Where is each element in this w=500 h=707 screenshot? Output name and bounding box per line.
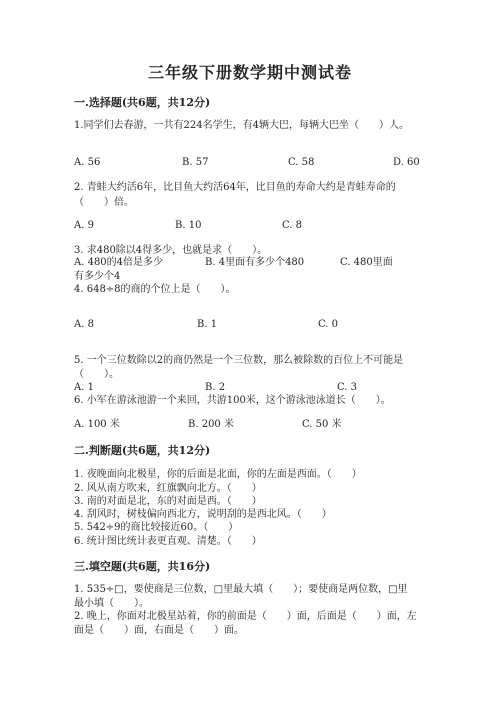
question-5-line-2: （ ）。 <box>74 369 119 380</box>
q6-option-c: C. 50 米 <box>302 419 342 430</box>
q3-option-c: C. 480里面 <box>340 257 393 268</box>
q4-option-a: A. 8 <box>74 319 94 330</box>
judge-6: 6. 统计图比统计表更直观、清楚。（ ） <box>74 536 262 547</box>
fill-1-line-2: 最小填（ ）。 <box>74 598 149 609</box>
judge-2: 2. 风从南方吹来，红旗飘向北方。（ ） <box>74 483 262 494</box>
q6-option-a: A. 100 米 <box>74 419 120 430</box>
question-3: 3. 求480除以4得多少，也就是求（ ）。 <box>74 245 268 256</box>
fill-2-line-2: 面是（ ）面，右面是（ ）面。 <box>74 625 244 636</box>
question-2-line-1: 2. 青蛙大约活6年，比目鱼大约活64年，比目鱼的寿命大约是青蛙寿命的 <box>74 182 396 193</box>
judge-4: 4. 刮风时，树枝偏向西北方，说明刮的是西北风。（ ） <box>74 509 332 520</box>
q1-option-d: D. 60 <box>393 157 420 168</box>
q6-option-b: B. 200 米 <box>188 419 234 430</box>
q2-option-b: B. 10 <box>175 220 202 231</box>
q5-option-c: C. 3 <box>337 382 358 393</box>
page-title: 三年级下册数学期中测试卷 <box>147 63 352 82</box>
judge-3: 3. 南的对面是北，东的对面是西。（ ） <box>74 496 262 507</box>
section-heading-judge: 二.判断题(共6题，共12分) <box>74 444 211 457</box>
q4-option-b: B. 1 <box>197 319 218 330</box>
section-heading-fill: 三.填空题(共6题，共16分) <box>74 560 211 573</box>
section-heading-choice: 一.选择题(共6题，共12分) <box>74 96 211 109</box>
judge-1: 1. 夜晚面向北极星，你的后面是北面，你的左面是西面。（ ） <box>74 469 362 480</box>
question-5-line-1: 5. 一个三位数除以2的商仍然是一个三位数，那么被除数的百位上不可能是 <box>74 355 404 366</box>
q3-option-c-continued: 有多少个4 <box>74 271 121 282</box>
q1-option-b: B. 57 <box>182 157 209 168</box>
q5-option-b: B. 2 <box>205 382 226 393</box>
q5-option-a: A. 1 <box>74 382 94 393</box>
q1-option-a: A. 56 <box>74 157 101 168</box>
fill-1-line-1: 1. 535÷□，要使商是三位数，□里最大填（ ）；要使商是两位数，□里 <box>74 584 408 595</box>
judge-5: 5. 542÷9的商比较接近60。（ ） <box>74 522 239 533</box>
q2-option-c: C. 8 <box>282 220 303 231</box>
question-2-line-2: （ ）倍。 <box>74 197 134 208</box>
q1-option-c: C. 58 <box>288 157 315 168</box>
q4-option-c: C. 0 <box>318 319 339 330</box>
question-1: 1.同学们去春游，一共有224名学生，有4辆大巴，每辆大巴坐（ ）人。 <box>74 120 409 131</box>
q2-option-a: A. 9 <box>74 220 94 231</box>
q3-option-b: B. 4里面有多少个480 <box>205 257 305 268</box>
question-4: 4. 648÷8的商的个位上是（ ）。 <box>74 284 236 295</box>
question-6: 6. 小军在游泳池游一个来回，共游100米，这个游泳池泳道长（ ）。 <box>74 395 391 406</box>
q3-option-a: A. 480的4倍是多少 <box>74 257 164 268</box>
fill-2-line-1: 2. 晚上，你面对北极星站着，你的前面是（ ）面，后面是（ ）面，左 <box>74 611 417 622</box>
